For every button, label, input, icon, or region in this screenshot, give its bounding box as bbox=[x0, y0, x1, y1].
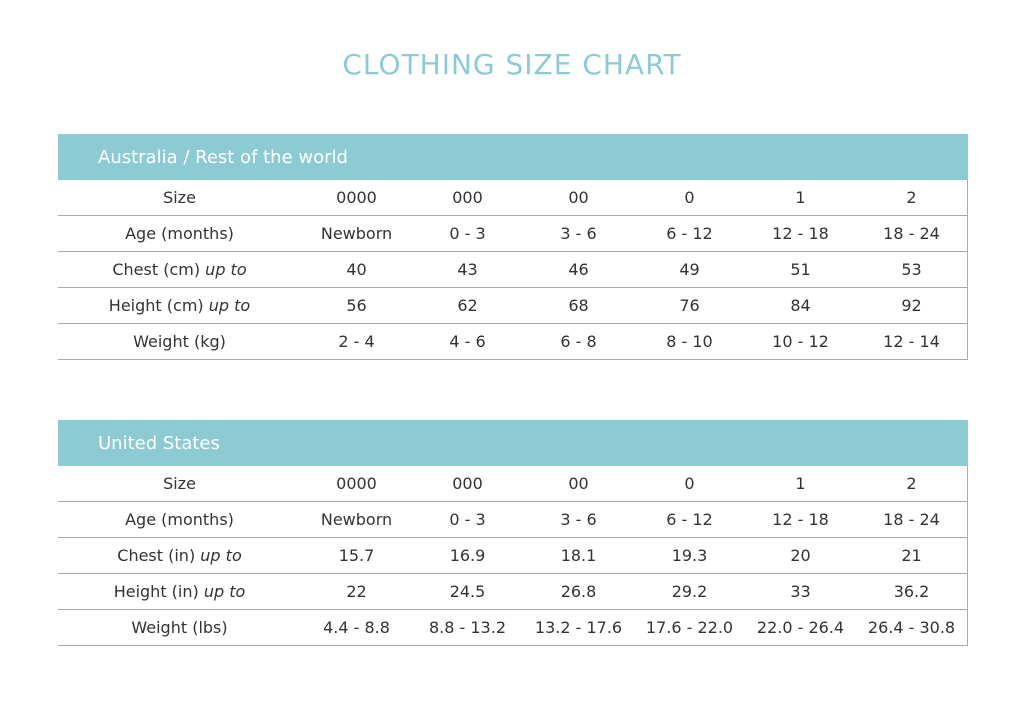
table-cell: Newborn bbox=[320, 224, 393, 243]
table-row bbox=[58, 574, 967, 610]
table-cell: 92 bbox=[901, 296, 922, 315]
table-row bbox=[58, 324, 967, 360]
row-label-suffix: up to bbox=[200, 546, 242, 565]
row-label-text: Age (months) bbox=[125, 510, 234, 529]
table-cell: 18.1 bbox=[560, 546, 597, 565]
table-cell: Newborn bbox=[320, 510, 393, 529]
table-cell: 1 bbox=[795, 188, 806, 207]
row-label bbox=[58, 260, 301, 279]
table-cell: 51 bbox=[790, 260, 811, 279]
table-cell: 6 - 8 bbox=[560, 332, 597, 351]
table-cell: 8 - 10 bbox=[666, 332, 713, 351]
table-cell: 84 bbox=[790, 296, 811, 315]
size-table-australia bbox=[58, 134, 968, 360]
table-cell: 17.6 - 22.0 bbox=[645, 618, 734, 637]
table-heading: United States bbox=[58, 420, 968, 466]
table-cell: 24.5 bbox=[449, 582, 486, 601]
table-cell: 000 bbox=[452, 474, 483, 493]
table-cell: 0 bbox=[684, 474, 695, 493]
table-cell: 13.2 - 17.6 bbox=[534, 618, 623, 637]
table-row bbox=[58, 502, 967, 538]
table-cell: 4.4 - 8.8 bbox=[323, 618, 390, 637]
row-label-text: Chest (cm) bbox=[112, 260, 206, 279]
row-label-text: Size bbox=[163, 188, 196, 207]
table-body bbox=[58, 180, 968, 360]
table-body bbox=[58, 466, 968, 646]
table-cell: 76 bbox=[679, 296, 700, 315]
table-cell: 0 - 3 bbox=[449, 224, 486, 243]
table-cell: 43 bbox=[457, 260, 478, 279]
table-row bbox=[58, 538, 967, 574]
row-label-suffix: up to bbox=[208, 296, 251, 315]
table-cell: 68 bbox=[568, 296, 589, 315]
table-cell: 6 - 12 bbox=[666, 510, 713, 529]
table-cell: 3 - 6 bbox=[560, 224, 597, 243]
table-cell: 53 bbox=[901, 260, 922, 279]
table-cell: 26.4 - 30.8 bbox=[867, 618, 956, 637]
table-cell: 1 bbox=[795, 474, 806, 493]
table-cell: 46 bbox=[568, 260, 589, 279]
row-label-text: Size bbox=[163, 474, 196, 493]
table-cell: 49 bbox=[679, 260, 700, 279]
table-cell: 6 - 12 bbox=[666, 224, 713, 243]
table-cell: 36.2 bbox=[893, 582, 930, 601]
table-cell: 22 bbox=[346, 582, 367, 601]
row-label-text: Height (cm) bbox=[108, 296, 209, 315]
table-cell: 000 bbox=[452, 188, 483, 207]
table-row bbox=[58, 466, 967, 502]
table-cell: 16.9 bbox=[449, 546, 486, 565]
table-cell: 33 bbox=[790, 582, 811, 601]
table-row bbox=[58, 216, 967, 252]
table-cell: 3 - 6 bbox=[560, 510, 597, 529]
table-cell: 40 bbox=[346, 260, 367, 279]
table-cell: 26.8 bbox=[560, 582, 597, 601]
size-table-united-states bbox=[58, 420, 968, 646]
table-cell: 2 bbox=[906, 474, 917, 493]
table-cell: 62 bbox=[457, 296, 478, 315]
row-label bbox=[58, 332, 301, 351]
table-cell: 12 - 18 bbox=[772, 224, 829, 243]
table-row bbox=[58, 288, 967, 324]
row-label bbox=[58, 474, 301, 493]
table-heading: Australia / Rest of the world bbox=[58, 134, 968, 180]
table-cell: 18 - 24 bbox=[883, 224, 940, 243]
table-cell: 00 bbox=[568, 474, 589, 493]
table-cell: 56 bbox=[346, 296, 367, 315]
table-cell: 0000 bbox=[336, 474, 377, 493]
table-cell: 15.7 bbox=[338, 546, 375, 565]
row-label bbox=[58, 510, 301, 529]
row-label-text: Chest (in) bbox=[117, 546, 201, 565]
table-cell: 21 bbox=[901, 546, 922, 565]
table-cell: 12 - 14 bbox=[883, 332, 940, 351]
table-cell: 12 - 18 bbox=[772, 510, 829, 529]
table-row bbox=[58, 610, 967, 646]
row-label bbox=[58, 224, 301, 243]
table-cell: 18 - 24 bbox=[883, 510, 940, 529]
table-cell: 10 - 12 bbox=[772, 332, 829, 351]
row-label-text: Age (months) bbox=[125, 224, 234, 243]
table-cell: 4 - 6 bbox=[449, 332, 486, 351]
row-label-suffix: up to bbox=[203, 582, 246, 601]
page-title: CLOTHING SIZE CHART bbox=[342, 48, 682, 81]
table-cell: 2 bbox=[906, 188, 917, 207]
table-cell: 0000 bbox=[336, 188, 377, 207]
row-label-text: Height (in) bbox=[113, 582, 204, 601]
row-label-text: Weight (lbs) bbox=[131, 618, 228, 637]
row-label bbox=[58, 546, 301, 565]
table-cell: 19.3 bbox=[671, 546, 708, 565]
row-label-suffix: up to bbox=[205, 260, 247, 279]
row-label bbox=[58, 582, 301, 601]
table-cell: 0 - 3 bbox=[449, 510, 486, 529]
row-label bbox=[58, 296, 301, 315]
table-cell: 8.8 - 13.2 bbox=[428, 618, 506, 637]
row-label bbox=[58, 618, 301, 637]
table-cell: 29.2 bbox=[671, 582, 708, 601]
table-cell: 22.0 - 26.4 bbox=[756, 618, 845, 637]
table-cell: 20 bbox=[790, 546, 811, 565]
table-cell: 0 bbox=[684, 188, 695, 207]
table-row bbox=[58, 252, 967, 288]
row-label-text: Weight (kg) bbox=[133, 332, 226, 351]
row-label bbox=[58, 188, 301, 207]
table-cell: 2 - 4 bbox=[338, 332, 375, 351]
table-row bbox=[58, 180, 967, 216]
table-cell: 00 bbox=[568, 188, 589, 207]
